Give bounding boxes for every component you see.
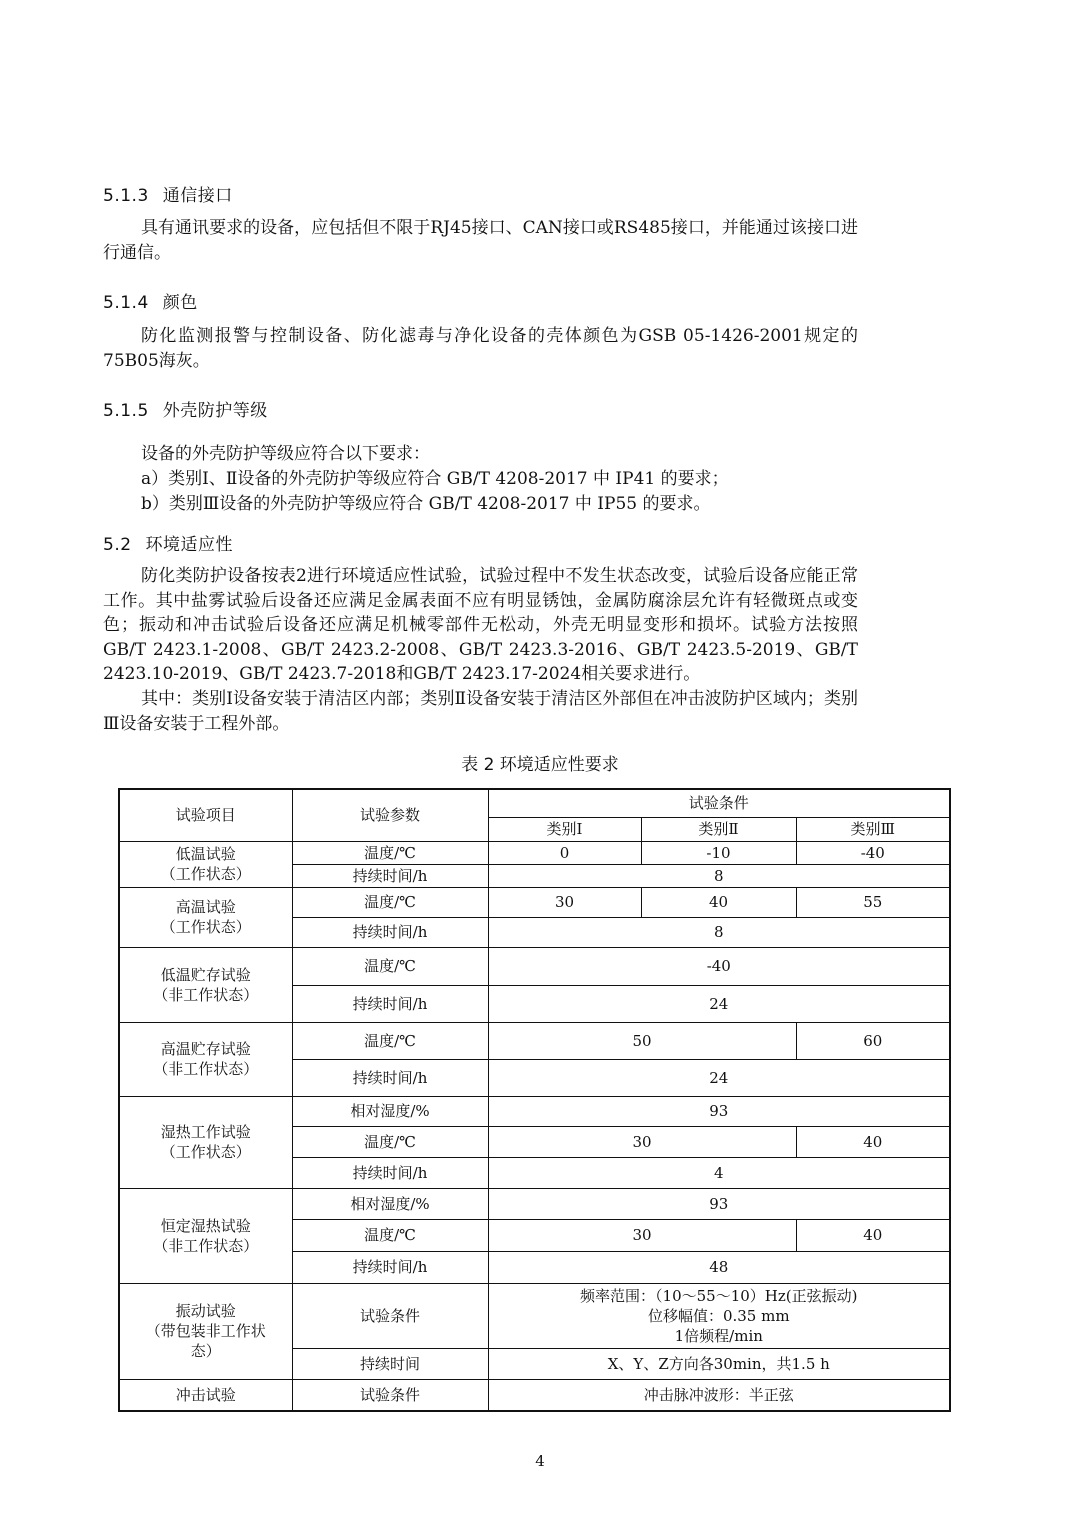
- param-label: 试验条件: [292, 1379, 488, 1411]
- test-name: 振动试验 （带包装非工作状 态）: [119, 1283, 292, 1379]
- environment-table: [118, 788, 951, 1412]
- test-name: 低温贮存试验 （非工作状态）: [119, 947, 292, 1022]
- value-cell: 50: [488, 1022, 796, 1059]
- heading-5-1-4: 5.1.4 颜色: [103, 293, 198, 313]
- paragraph-5-1-5-intro: 设备的外壳防护等级应符合以下要求：: [141, 444, 430, 464]
- value-cell: 55: [796, 887, 950, 917]
- test-name: 恒定湿热试验 （非工作状态）: [119, 1188, 292, 1283]
- paragraph-5-2-main: 防化类防护设备按表2进行环境适应性试验，试验过程中不发生状态改变，试验后设备应能正常工作。其中盐雾试验后设备还应满足金属表面不应有明显锈蚀，金属防腐涂层允许有轻微斑点或变色；振动和冲击试验后设备还应满足机械零部件无松动，外壳无明显变形和损坏。试验方法按照GB/T 2423.1-2008、GB/T 2423.2-2008、GB/T 2423.3-2016、GB/T 2423.5-2019、GB/T 2423.10-2019、GB/T 2423.7-2018和GB/T 2423.17-2024相关要求进行。: [103, 566, 858, 684]
- list-item-b: b）类别Ⅲ设备的外壳防护等级应符合 GB/T 4208-2017 中 IP55 的要求。: [141, 494, 711, 514]
- value-cell: 40: [641, 887, 796, 917]
- param-label: 持续时间/h: [292, 985, 488, 1022]
- test-name: 高温试验 （工作状态）: [119, 887, 292, 947]
- value-cell: 30: [488, 1126, 796, 1157]
- test-name: 冲击试验: [119, 1379, 292, 1411]
- param-label: 温度/℃: [292, 1022, 488, 1059]
- param-label: 持续时间/h: [292, 1157, 488, 1188]
- value-cell: 40: [796, 1126, 950, 1157]
- value-cell: 冲击脉冲波形：半正弦: [488, 1379, 950, 1411]
- param-label: 温度/℃: [292, 1219, 488, 1251]
- value-cell: 4: [488, 1157, 950, 1188]
- value-cell: 93: [488, 1096, 950, 1126]
- list-item-a: a）类别Ⅰ、Ⅱ设备的外壳防护等级应符合 GB/T 4208-2017 中 IP41 的要求；: [141, 469, 729, 489]
- param-label: 温度/℃: [292, 841, 488, 864]
- test-name: 湿热工作试验 （工作状态）: [119, 1096, 292, 1188]
- param-label: 温度/℃: [292, 947, 488, 985]
- value-cell: 8: [488, 864, 950, 887]
- page-number: 4: [535, 1452, 545, 1470]
- value-cell: X、Y、Z方向各30min，共1.5 h: [488, 1348, 950, 1379]
- header-cat1: 类别Ⅰ: [488, 817, 641, 841]
- value-cell: -40: [488, 947, 950, 985]
- heading-5-1-5: 5.1.5 外壳防护等级: [103, 401, 268, 421]
- param-label: 持续时间/h: [292, 1251, 488, 1283]
- value-cell: 24: [488, 1059, 950, 1096]
- param-label: 持续时间: [292, 1348, 488, 1379]
- param-label: 相对湿度/%: [292, 1188, 488, 1219]
- value-cell: 30: [488, 1219, 796, 1251]
- value-cell: 频率范围：（10～55～10）Hz(正弦振动) 位移幅值：0.35 mm 1倍频程/min: [488, 1283, 950, 1348]
- header-param: 试验参数: [292, 789, 488, 841]
- value-cell: -40: [796, 841, 950, 864]
- test-name: 高温贮存试验 （非工作状态）: [119, 1022, 292, 1096]
- header-item: 试验项目: [119, 789, 292, 841]
- param-label: 温度/℃: [292, 887, 488, 917]
- heading-5-2: 5.2 环境适应性: [103, 535, 234, 555]
- param-label: 试验条件: [292, 1283, 488, 1348]
- param-label: 持续时间/h: [292, 917, 488, 947]
- value-cell: 93: [488, 1188, 950, 1219]
- param-label: 相对湿度/%: [292, 1096, 488, 1126]
- value-cell: 40: [796, 1219, 950, 1251]
- test-name: 低温试验 （工作状态）: [119, 841, 292, 887]
- value-cell: 0: [488, 841, 641, 864]
- heading-5-1-3: 5.1.3 通信接口: [103, 186, 233, 206]
- value-cell: 30: [488, 887, 641, 917]
- value-cell: -10: [641, 841, 796, 864]
- header-cat3: 类别Ⅲ: [796, 817, 950, 841]
- header-condition: 试验条件: [488, 789, 950, 817]
- value-cell: 24: [488, 985, 950, 1022]
- header-cat2: 类别Ⅱ: [641, 817, 796, 841]
- param-label: 持续时间/h: [292, 1059, 488, 1096]
- value-cell: 48: [488, 1251, 950, 1283]
- param-label: 持续时间/h: [292, 864, 488, 887]
- paragraph-5-1-4: 防化监测报警与控制设备、防化滤毒与净化设备的壳体颜色为GSB 05-1426-2001规定的75B05海灰。: [103, 326, 858, 371]
- param-label: 温度/℃: [292, 1126, 488, 1157]
- paragraph-5-1-3: 具有通讯要求的设备，应包括但不限于RJ45接口、CAN接口或RS485接口，并能通过该接口进行通信。: [103, 218, 858, 263]
- value-cell: 60: [796, 1022, 950, 1059]
- value-cell: 8: [488, 917, 950, 947]
- table-caption: 表 2 环境适应性要求: [461, 755, 619, 775]
- paragraph-5-2-categories: 其中：类别Ⅰ设备安装于清洁区内部；类别Ⅱ设备安装于清洁区外部但在冲击波防护区域内；类别Ⅲ设备安装于工程外部。: [103, 689, 858, 734]
